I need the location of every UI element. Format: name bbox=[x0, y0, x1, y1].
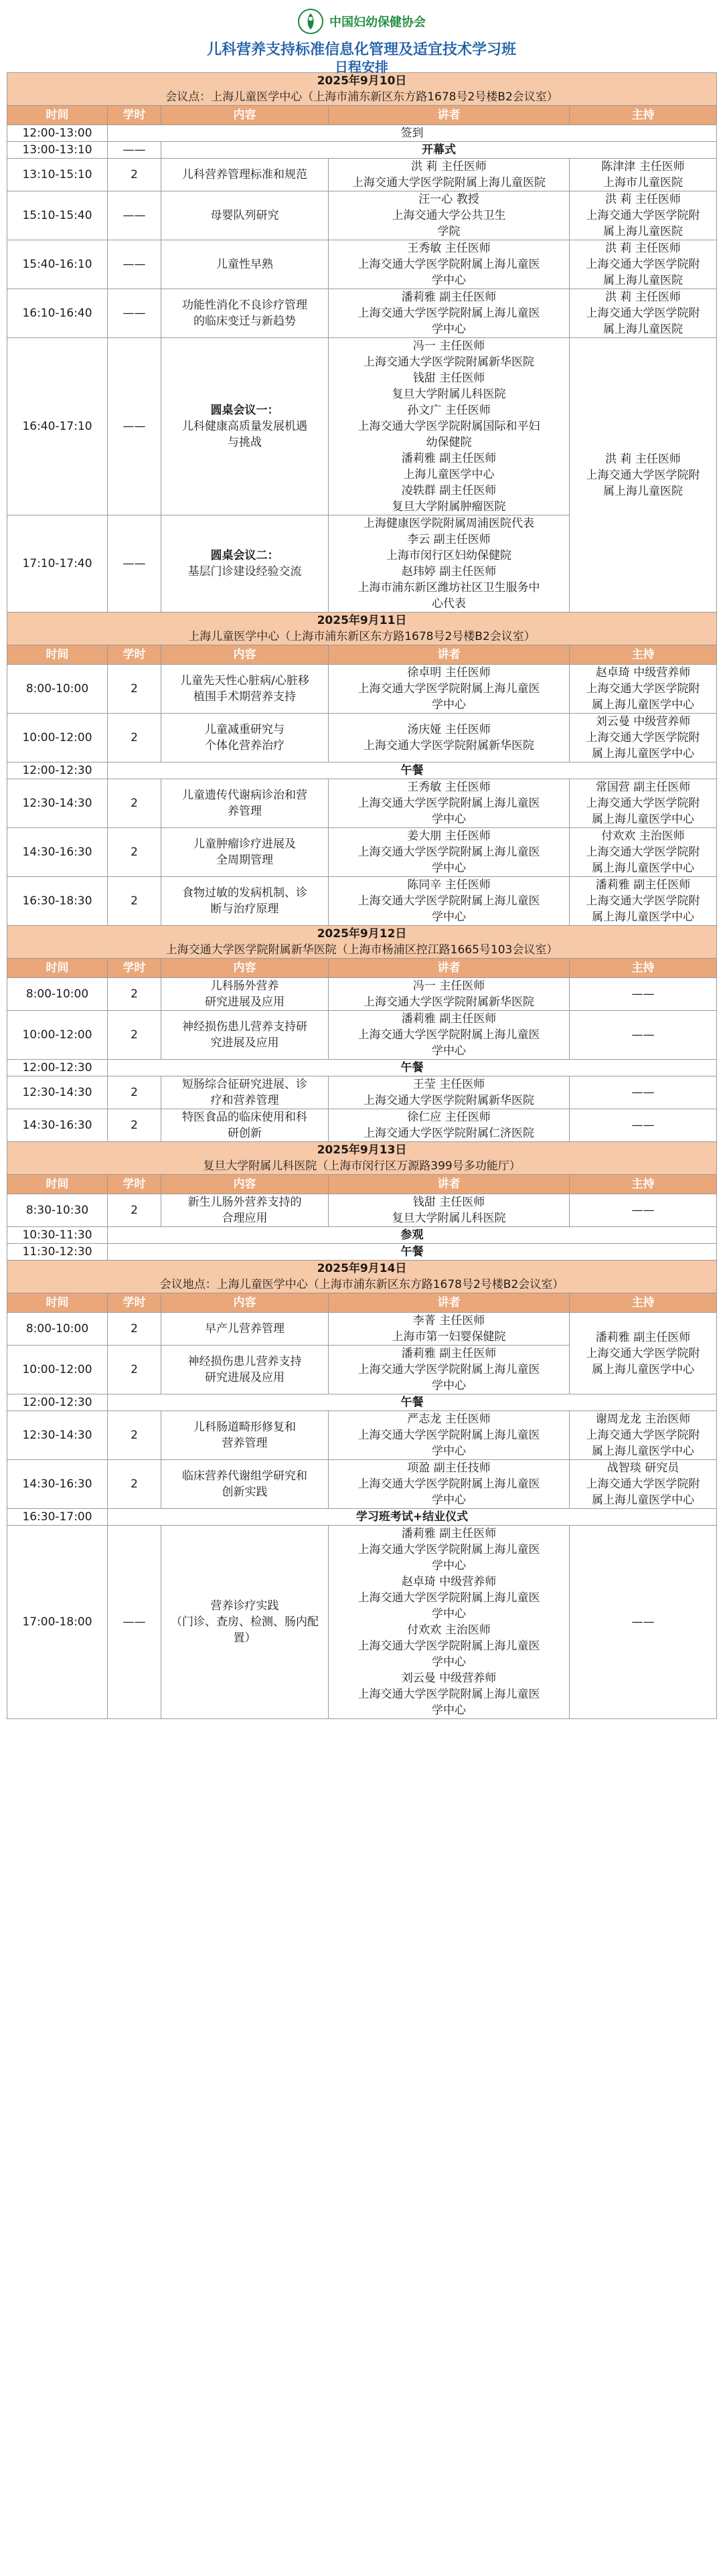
session-time: 14:30-16:30 bbox=[7, 828, 108, 877]
session-time: 16:10-16:40 bbox=[7, 289, 108, 338]
session-time: 14:30-16:30 bbox=[7, 1109, 108, 1142]
session-host: —— bbox=[570, 978, 717, 1011]
day-banner-cell bbox=[7, 926, 717, 959]
session-time: 10:00-12:00 bbox=[7, 1011, 108, 1060]
day-date: 2025年9月11日 bbox=[317, 614, 407, 627]
day-banner bbox=[7, 926, 717, 959]
session-speaker: 徐卓明 主任医师 上海交通大学医学院附属上海儿童医 学中心 bbox=[329, 665, 570, 714]
session-hours: 2 bbox=[108, 714, 161, 762]
session-speaker: 严志龙 主任医师 上海交通大学医学院附属上海儿童医 学中心 bbox=[329, 1411, 570, 1460]
session-content: 儿童先天性心脏病/心脏移 植围手术期营养支持 bbox=[161, 665, 329, 714]
day-location: 复旦大学附属儿科医院（上海市闵行区万源路399号多功能厅） bbox=[203, 1159, 521, 1173]
session-time: 15:10-15:40 bbox=[7, 191, 108, 240]
session-hours: 2 bbox=[108, 1011, 161, 1060]
schedule-row bbox=[7, 828, 717, 877]
schedule-row bbox=[7, 1060, 717, 1076]
column-header: 时间 bbox=[7, 645, 108, 665]
session-time: 8:00-10:00 bbox=[7, 665, 108, 714]
session-host: 陈津津 主任医师 上海市儿童医院 bbox=[570, 159, 717, 191]
column-header: 讲者 bbox=[329, 959, 570, 978]
session-host: 谢周龙龙 主治医师 上海交通大学医学院附 属上海儿童医学中心 bbox=[570, 1411, 717, 1460]
schedule-row bbox=[7, 1460, 717, 1509]
session-hours: 2 bbox=[108, 978, 161, 1011]
session-speaker: 冯一 主任医师 上海交通大学医学院附属新华医院 bbox=[329, 978, 570, 1011]
day-date: 2025年9月12日 bbox=[317, 927, 407, 941]
session-host: —— bbox=[570, 1011, 717, 1060]
column-header: 讲者 bbox=[329, 1175, 570, 1194]
session-time: 13:00-13:10 bbox=[7, 142, 108, 159]
session-host: 刘云曼 中级营养师 上海交通大学医学院附 属上海儿童医学中心 bbox=[570, 714, 717, 762]
session-host: 常国营 副主任医师 上海交通大学医学院附 属上海儿童医学中心 bbox=[570, 779, 717, 828]
session-time: 14:30-16:30 bbox=[7, 1460, 108, 1509]
session-content: 儿科肠道畸形修复和 营养管理 bbox=[161, 1411, 329, 1460]
column-header: 时间 bbox=[7, 1293, 108, 1313]
column-header-row bbox=[7, 645, 717, 665]
column-header-row bbox=[7, 106, 717, 125]
schedule-row bbox=[7, 779, 717, 828]
schedule-row bbox=[7, 338, 717, 515]
session-hours: 2 bbox=[108, 1411, 161, 1460]
column-header: 讲者 bbox=[329, 106, 570, 125]
session-span-label: 午餐 bbox=[108, 1244, 717, 1261]
schedule-row bbox=[7, 714, 717, 762]
session-speaker: 汪一心 教授 上海交通大学公共卫生 学院 bbox=[329, 191, 570, 240]
schedule-row bbox=[7, 978, 717, 1011]
session-host: 洪 莉 主任医师 上海交通大学医学院附 属上海儿童医院 bbox=[570, 191, 717, 240]
session-hours: 2 bbox=[108, 159, 161, 191]
session-hours: —— bbox=[108, 338, 161, 515]
org-logo bbox=[7, 0, 716, 36]
session-hours: 2 bbox=[108, 665, 161, 714]
session-content: 短肠综合征研究进展、诊 疗和营养管理 bbox=[161, 1076, 329, 1109]
session-content: 功能性消化不良诊疗管理 的临床变迁与新趋势 bbox=[161, 289, 329, 338]
page-title: 儿科营养支持标准信息化管理及适宜技术学习班 bbox=[206, 42, 516, 58]
session-time: 12:00-12:30 bbox=[7, 762, 108, 779]
schedule-row bbox=[7, 1411, 717, 1460]
session-hours: —— bbox=[108, 515, 161, 613]
session-content: 营养诊疗实践 （门诊、查房、检测、肠内配置） bbox=[161, 1526, 329, 1719]
session-time: 11:30-12:30 bbox=[7, 1244, 108, 1261]
schedule-row bbox=[7, 1244, 717, 1261]
column-header: 主持 bbox=[570, 959, 717, 978]
session-host: 潘莉雅 副主任医师 上海交通大学医学院附 属上海儿童医学中心 bbox=[570, 877, 717, 926]
session-speaker: 冯一 主任医师 上海交通大学医学院附属新华医院 钱甜 主任医师 复旦大学附属儿科医院 孙文广 主任医师 上海交通大学医学院附属国际和平妇 幼保健院 潘莉雅 副主任医师 上海儿童医学中心 凌轶群 副主任医师 复旦大学附属肿瘤医院 bbox=[329, 338, 570, 515]
session-time: 12:00-13:00 bbox=[7, 125, 108, 142]
session-host: 战智琰 研究员 上海交通大学医学院附 属上海儿童医学中心 bbox=[570, 1460, 717, 1509]
session-time: 17:00-18:00 bbox=[7, 1526, 108, 1719]
roundtable-title: 圆桌会议一： bbox=[210, 404, 279, 417]
session-time: 17:10-17:40 bbox=[7, 515, 108, 613]
day-location: 会议点：上海儿童医学中心（上海市浦东新区东方路1678号2号楼B2会议室） bbox=[165, 90, 558, 104]
column-header: 学时 bbox=[108, 959, 161, 978]
column-header: 学时 bbox=[108, 645, 161, 665]
session-content: 儿科肠外营养 研究进展及应用 bbox=[161, 978, 329, 1011]
session-speaker: 王秀敏 主任医师 上海交通大学医学院附属上海儿童医 学中心 bbox=[329, 240, 570, 289]
session-hours: 2 bbox=[108, 779, 161, 828]
schedule-row bbox=[7, 1526, 717, 1719]
session-hours: 2 bbox=[108, 1194, 161, 1227]
column-header: 时间 bbox=[7, 106, 108, 125]
session-speaker: 徐仁应 主任医师 上海交通大学医学院附属仁济医院 bbox=[329, 1109, 570, 1142]
session-host: —— bbox=[570, 1194, 717, 1227]
session-time: 8:00-10:00 bbox=[7, 1313, 108, 1346]
day-banner-cell bbox=[7, 1142, 717, 1175]
org-name: 中国妇幼保健协会 bbox=[329, 15, 426, 29]
column-header-row bbox=[7, 1293, 717, 1313]
day-banner-cell bbox=[7, 73, 717, 106]
session-span-label: 午餐 bbox=[108, 762, 717, 779]
schedule-row bbox=[7, 762, 717, 779]
session-speaker: 姜大朋 主任医师 上海交通大学医学院附属上海儿童医 学中心 bbox=[329, 828, 570, 877]
session-content: 临床营养代谢组学研究和 创新实践 bbox=[161, 1460, 329, 1509]
session-span-label: 午餐 bbox=[108, 1060, 717, 1076]
column-header: 内容 bbox=[161, 959, 329, 978]
session-speaker: 陈同辛 主任医师 上海交通大学医学院附属上海儿童医 学中心 bbox=[329, 877, 570, 926]
session-span-label: 参观 bbox=[108, 1227, 717, 1244]
schedule-row bbox=[7, 240, 717, 289]
schedule-row bbox=[7, 142, 717, 159]
schedule-row bbox=[7, 1194, 717, 1227]
session-host: 洪 莉 主任医师 上海交通大学医学院附 属上海儿童医院 bbox=[570, 240, 717, 289]
session-content: 新生儿肠外营养支持的 合理应用 bbox=[161, 1194, 329, 1227]
column-header: 学时 bbox=[108, 106, 161, 125]
day-date: 2025年9月10日 bbox=[317, 74, 407, 88]
session-hours: 2 bbox=[108, 1076, 161, 1109]
day-location: 上海儿童医学中心（上海市浦东新区东方路1678号2号楼B2会议室） bbox=[188, 630, 536, 643]
schedule-row bbox=[7, 191, 717, 240]
column-header: 主持 bbox=[570, 645, 717, 665]
session-speaker: 王秀敏 主任医师 上海交通大学医学院附属上海儿童医 学中心 bbox=[329, 779, 570, 828]
schedule-row bbox=[7, 1011, 717, 1060]
schedule-row bbox=[7, 1394, 717, 1411]
schedule-row bbox=[7, 1076, 717, 1109]
session-content: 儿童遗传代谢病诊治和营 养管理 bbox=[161, 779, 329, 828]
session-speaker: 洪 莉 主任医师 上海交通大学医学院附属上海儿童医院 bbox=[329, 159, 570, 191]
session-time: 12:30-14:30 bbox=[7, 1076, 108, 1109]
day-date: 2025年9月14日 bbox=[317, 1262, 407, 1275]
day-date: 2025年9月13日 bbox=[317, 1143, 407, 1157]
session-host: —— bbox=[570, 1076, 717, 1109]
session-content: 儿童性早熟 bbox=[161, 240, 329, 289]
column-header: 内容 bbox=[161, 106, 329, 125]
session-time: 16:30-18:30 bbox=[7, 877, 108, 926]
column-header: 时间 bbox=[7, 1175, 108, 1194]
session-content: 早产儿营养管理 bbox=[161, 1313, 329, 1346]
session-time: 10:00-12:00 bbox=[7, 714, 108, 762]
column-header-row bbox=[7, 959, 717, 978]
session-time: 12:00-12:30 bbox=[7, 1060, 108, 1076]
session-host: —— bbox=[570, 1109, 717, 1142]
session-hours: —— bbox=[108, 191, 161, 240]
session-content: 神经损伤患儿营养支持研 究进展及应用 bbox=[161, 1011, 329, 1060]
schedule-row bbox=[7, 665, 717, 714]
session-hours: 2 bbox=[108, 828, 161, 877]
roundtable-title: 圆桌会议二： bbox=[210, 549, 279, 562]
session-time: 10:30-11:30 bbox=[7, 1227, 108, 1244]
session-speaker: 项盈 副主任技师 上海交通大学医学院附属上海儿童医 学中心 bbox=[329, 1460, 570, 1509]
session-host: —— bbox=[570, 1526, 717, 1719]
session-content: 神经损伤患儿营养支持 研究进展及应用 bbox=[161, 1346, 329, 1394]
session-host: 赵卓琦 中级营养师 上海交通大学医学院附 属上海儿童医学中心 bbox=[570, 665, 717, 714]
session-speaker: 潘莉雅 副主任医师 上海交通大学医学院附属上海儿童医 学中心 bbox=[329, 289, 570, 338]
session-content: 食物过敏的发病机制、诊 断与治疗原理 bbox=[161, 877, 329, 926]
day-banner-cell bbox=[7, 613, 717, 645]
session-content: 圆桌会议一： 儿科健康高质量发展机遇 与挑战 bbox=[161, 338, 329, 515]
session-time: 12:30-14:30 bbox=[7, 779, 108, 828]
column-header: 主持 bbox=[570, 1175, 717, 1194]
session-speaker: 上海健康医学院附属周浦医院代表 李云 副主任医师 上海市闵行区妇幼保健院 赵玮婷 副主任医师 上海市浦东新区潍坊社区卫生服务中 心代表 bbox=[329, 515, 570, 613]
session-host: 洪 莉 主任医师 上海交通大学医学院附 属上海儿童医院 bbox=[570, 338, 717, 613]
session-hours: 2 bbox=[108, 1109, 161, 1142]
session-time: 16:40-17:10 bbox=[7, 338, 108, 515]
day-banner bbox=[7, 1261, 717, 1293]
session-content: 特医食品的临床使用和科 研创新 bbox=[161, 1109, 329, 1142]
day-banner bbox=[7, 73, 717, 106]
day-banner bbox=[7, 613, 717, 645]
session-time: 8:30-10:30 bbox=[7, 1194, 108, 1227]
org-emblem-icon bbox=[297, 8, 324, 35]
day-location: 上海交通大学医学院附属新华医院（上海市杨浦区控江路1665号103会议室） bbox=[165, 943, 558, 957]
session-time: 15:40-16:10 bbox=[7, 240, 108, 289]
session-content: 母婴队列研究 bbox=[161, 191, 329, 240]
session-hours: 2 bbox=[108, 877, 161, 926]
page-header bbox=[7, 0, 716, 75]
page-subtitle: 日程安排 bbox=[335, 59, 388, 75]
session-speaker: 潘莉雅 副主任医师 上海交通大学医学院附属上海儿童医 学中心 赵卓琦 中级营养师 上海交通大学医学院附属上海儿童医 学中心 付欢欢 主治医师 上海交通大学医学院附属上海儿童医 学中心 刘云曼 中级营养师 上海交通大学医学院附属上海儿童医 学中心 bbox=[329, 1526, 570, 1719]
schedule-row bbox=[7, 159, 717, 191]
session-content: 儿科营养管理标准和规范 bbox=[161, 159, 329, 191]
session-hours: 2 bbox=[108, 1313, 161, 1346]
session-hours: —— bbox=[108, 1526, 161, 1719]
session-span-label: 开幕式 bbox=[161, 142, 717, 159]
session-time: 13:10-15:10 bbox=[7, 159, 108, 191]
column-header: 学时 bbox=[108, 1175, 161, 1194]
column-header: 内容 bbox=[161, 1175, 329, 1194]
session-speaker: 李菁 主任医师 上海市第一妇婴保健院 bbox=[329, 1313, 570, 1346]
day-location: 会议地点：上海儿童医学中心（上海市浦东新区东方路1678号2号楼B2会议室） bbox=[159, 1278, 564, 1291]
session-time: 16:30-17:00 bbox=[7, 1509, 108, 1526]
session-host: 潘莉雅 副主任医师 上海交通大学医学院附 属上海儿童医学中心 bbox=[570, 1313, 717, 1394]
session-time: 12:00-12:30 bbox=[7, 1394, 108, 1411]
schedule-row bbox=[7, 1313, 717, 1346]
column-header: 时间 bbox=[7, 959, 108, 978]
session-speaker: 潘莉雅 副主任医师 上海交通大学医学院附属上海儿童医 学中心 bbox=[329, 1011, 570, 1060]
session-content: 儿童减重研究与 个体化营养治疗 bbox=[161, 714, 329, 762]
column-header-row bbox=[7, 1175, 717, 1194]
column-header: 主持 bbox=[570, 1293, 717, 1313]
session-time: 10:00-12:00 bbox=[7, 1346, 108, 1394]
session-span-label: 午餐 bbox=[108, 1394, 717, 1411]
column-header: 讲者 bbox=[329, 645, 570, 665]
session-content: 儿童肿瘤诊疗进展及 全周期管理 bbox=[161, 828, 329, 877]
column-header: 内容 bbox=[161, 1293, 329, 1313]
schedule-row bbox=[7, 125, 717, 142]
schedule-row bbox=[7, 1509, 717, 1526]
session-speaker: 钱甜 主任医师 复旦大学附属儿科医院 bbox=[329, 1194, 570, 1227]
session-hours: —— bbox=[108, 289, 161, 338]
day-banner-cell bbox=[7, 1261, 717, 1293]
session-span-label: 学习班考试+结业仪式 bbox=[108, 1509, 717, 1526]
session-hours: —— bbox=[108, 142, 161, 159]
schedule-row bbox=[7, 1227, 717, 1244]
session-speaker: 王莹 主任医师 上海交通大学医学院附属新华医院 bbox=[329, 1076, 570, 1109]
session-hours: 2 bbox=[108, 1346, 161, 1394]
column-header: 讲者 bbox=[329, 1293, 570, 1313]
session-host: 付欢欢 主治医师 上海交通大学医学院附 属上海儿童医学中心 bbox=[570, 828, 717, 877]
session-span-label: 签到 bbox=[108, 125, 717, 142]
column-header: 内容 bbox=[161, 645, 329, 665]
session-host: 洪 莉 主任医师 上海交通大学医学院附 属上海儿童医院 bbox=[570, 289, 717, 338]
day-banner bbox=[7, 1142, 717, 1175]
session-speaker: 潘莉雅 副主任医师 上海交通大学医学院附属上海儿童医 学中心 bbox=[329, 1346, 570, 1394]
session-hours: 2 bbox=[108, 1460, 161, 1509]
session-time: 12:30-14:30 bbox=[7, 1411, 108, 1460]
session-speaker: 汤庆娅 主任医师 上海交通大学医学院附属新华医院 bbox=[329, 714, 570, 762]
schedule-row bbox=[7, 1109, 717, 1142]
column-header: 学时 bbox=[108, 1293, 161, 1313]
column-header: 主持 bbox=[570, 106, 717, 125]
session-content: 圆桌会议二： 基层门诊建设经验交流 bbox=[161, 515, 329, 613]
session-hours: —— bbox=[108, 240, 161, 289]
schedule-row bbox=[7, 877, 717, 926]
schedule-table bbox=[7, 72, 717, 1719]
schedule-row bbox=[7, 289, 717, 338]
session-time: 8:00-10:00 bbox=[7, 978, 108, 1011]
